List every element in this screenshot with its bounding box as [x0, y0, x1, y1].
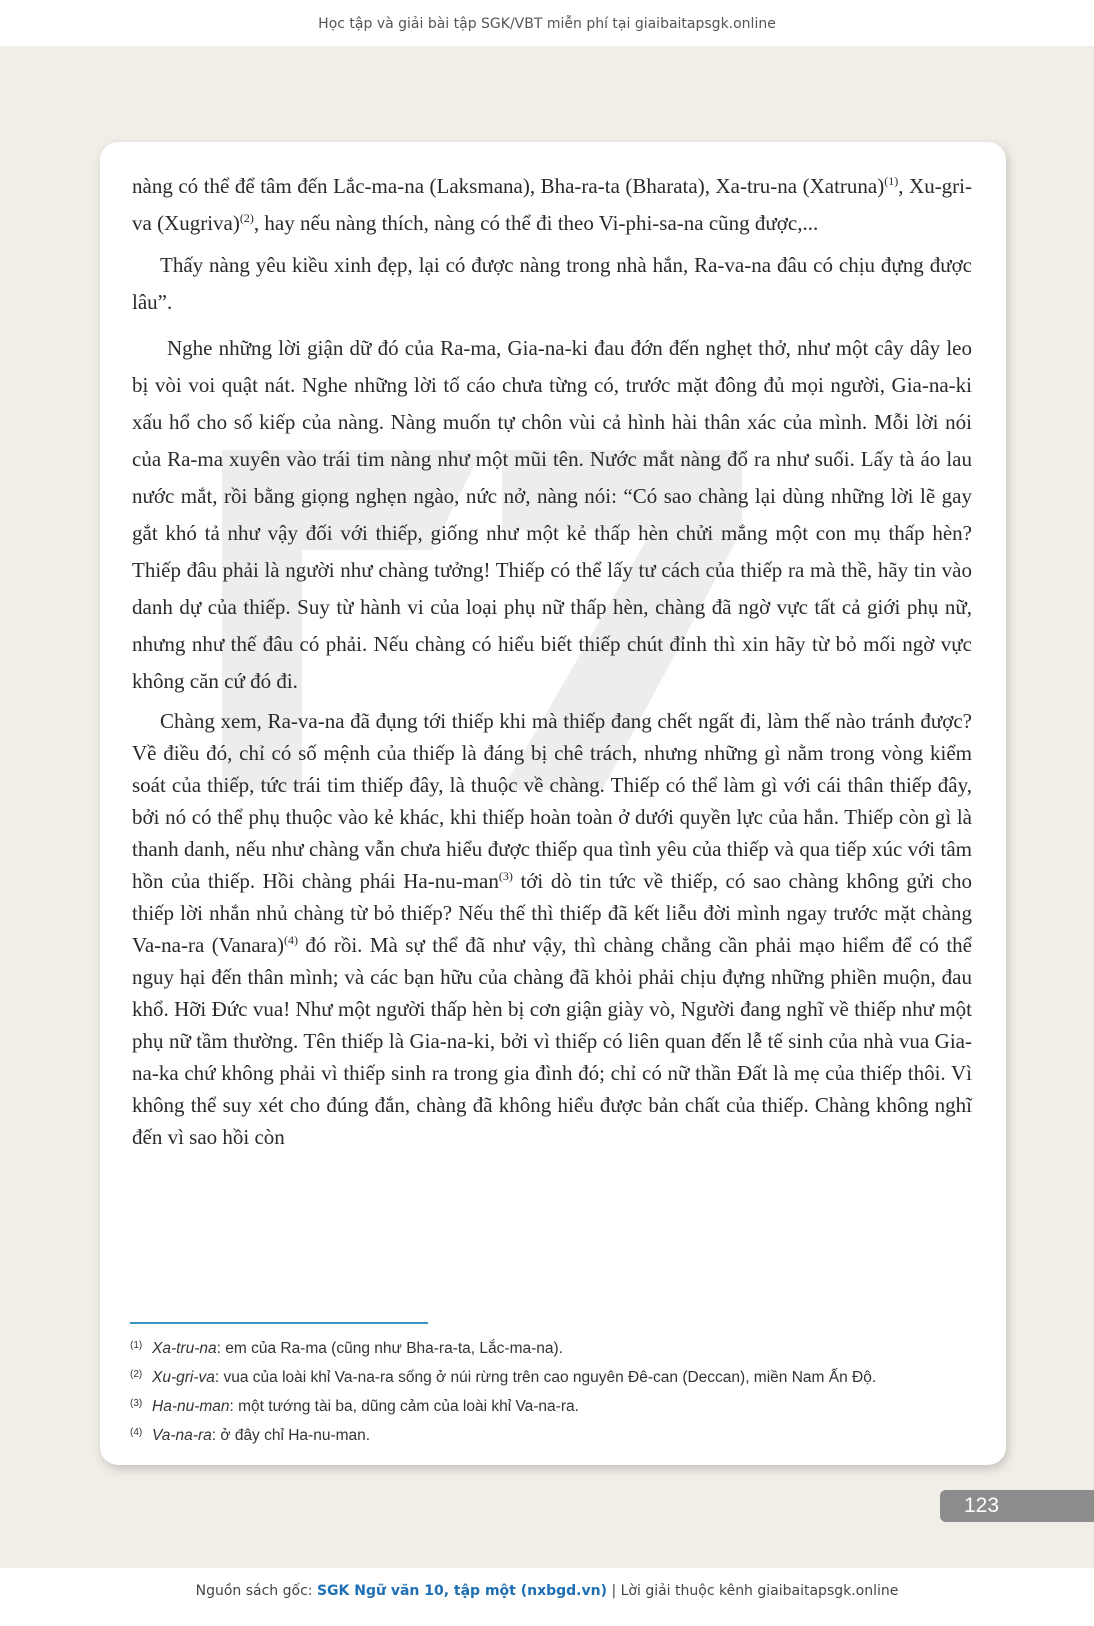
- body-text: [132, 168, 972, 1153]
- paragraph-4-part-a: Chàng xem, Ra-va-na đã đụng tới thiếp khi mà thiếp đang chết ngất đi, làm thế nào tránh được? Về điều đó, chỉ có số mệnh của thiếp là đáng bị chê trách, nhưng những gì nằm trong vòng kiểm soát của thiếp, tức trái tim thiếp đây, là thuộc về chàng. Thiếp có thể làm gì với cái thân thiếp đây, bởi nó có thể phụ thuộc vào kẻ khác, khi thiếp hoàn toàn ở dưới quyền lực của hắn. Thiếp còn gì là thanh danh, nếu như chàng vẫn chưa hiểu được thiếp qua tình yêu của thiếp và qua tiếp xúc với tâm hồn của thiếp. Hồi chàng phái Ha-nu-man: [132, 709, 972, 893]
- paragraph-1: [132, 168, 972, 242]
- footnote-ref-4[interactable]: (4): [283, 933, 298, 947]
- paragraph-2: Thấy nàng yêu kiều xinh đẹp, lại có được nàng trong nhà hắn, Ra-va-na đâu có chịu đựng được lâu”.: [132, 253, 972, 314]
- source-link[interactable]: SGK Ngữ văn 10, tập một (nxbgd.vn): [316, 1583, 607, 1599]
- footnote-item: [130, 1340, 990, 1369]
- footnote-divider: [130, 1322, 428, 1324]
- footnote-definition: : ở đây chỉ Ha-nu-man.: [211, 1427, 371, 1444]
- footnote-term: Ha-nu-man: [152, 1398, 230, 1415]
- footnote-ref-2[interactable]: (2): [239, 211, 254, 225]
- page-number: 123: [964, 1494, 1000, 1517]
- top-banner: [0, 0, 1094, 46]
- paragraph-4-part-b: tới dò tin tức về thiếp, có sao chàng không gửi cho thiếp lời nhắn nhủ chàng từ bỏ thiếp? Nếu thế thì thiếp đã kết liễu đời mình ngay trước mặt chàng Va-na-ra (Vanara): [132, 869, 972, 957]
- footnote-ref-1[interactable]: (1): [884, 174, 899, 188]
- paragraph-1-part-c: , hay nếu nàng thích, nàng có thể đi theo Vi-phi-sa-na cũng được,...: [253, 211, 819, 235]
- banner-text: Học tập và giải bài tập SGK/VBT miễn phí tại giaibaitapsgk.online: [318, 16, 776, 32]
- footnote-term: Xu-gri-va: [152, 1369, 215, 1386]
- paragraph-4-part-c: đó rồi. Mà sự thể đã như vậy, thì chàng chẳng cần phải mạo hiểm để có thể nguy hại đến thân mình; và các bạn hữu của chàng đã khỏi phải chịu đựng những phiền muộn, đau khổ. Hỡi Đức vua! Như một người thấp hèn bị cơn giận giày vò, Người đang nghĩ về thiếp như một phụ nữ tầm thường. Tên thiếp là Gia-na-ki, bởi vì thiếp có liên quan đến lễ tế sinh của nhà vua Gia-na-ka chứ không phải vì thiếp sinh ra trong gia đình đó; chỉ có nữ thần Đất là mẹ của thiếp thôi. Vì không thể suy xét cho đúng đắn, chàng đã không hiểu được bản chất của thiếp. Chàng không nghĩ đến vì sao hồi còn: [132, 933, 972, 1149]
- footer-prefix: Nguồn sách gốc:: [195, 1583, 317, 1599]
- footer-suffix: | Lời giải thuộc kênh giaibaitapsgk.online: [607, 1583, 899, 1599]
- footnote-number: (3): [130, 1398, 143, 1409]
- page-number-badge: [940, 1490, 1094, 1522]
- paragraph-1-part-a: nàng có thể để tâm đến Lắc-ma-na (Laksmana), Bha-ra-ta (Bharata), Xa-tru-na (Xatruna): [132, 174, 885, 198]
- footnote-item: [130, 1398, 990, 1427]
- footnote-number: (4): [130, 1427, 143, 1438]
- footnote-definition: : em của Ra-ma (cũng như Bha-ra-ta, Lắc-ma-na).: [216, 1340, 563, 1357]
- footnote-definition: : một tướng tài ba, dũng cảm của loài khỉ Va-na-ra.: [229, 1398, 579, 1415]
- footnote-definition: : vua của loài khỉ Va-na-ra sống ở núi rừng trên cao nguyên Đê-can (Deccan), miền Nam Ấn Độ.: [214, 1369, 877, 1386]
- paragraph-4: [132, 705, 972, 1153]
- footnotes: [130, 1340, 990, 1456]
- bottom-banner: [0, 1568, 1094, 1626]
- footnote-ref-3[interactable]: (3): [498, 869, 513, 883]
- paragraph-1-part-b: , Xu-gri-va (Xugriva): [132, 174, 973, 235]
- footnote-number: (2): [130, 1369, 143, 1380]
- footnote-number: (1): [130, 1340, 143, 1351]
- footnote-term: Va-na-ra: [152, 1427, 212, 1444]
- footnote-item: [130, 1369, 990, 1398]
- footnote-item: [130, 1427, 990, 1456]
- paragraph-3: Nghe những lời giận dữ đó của Ra-ma, Gia-na-ki đau đớn đến nghẹt thở, như một cây dây leo bị vòi voi quật nát. Nghe những lời tố cáo chưa từng có, trước mặt đông đủ mọi người, Gia-na-ki xấu hổ cho số kiếp của nàng. Nàng muốn tự chôn vùi cả hình hài thân xác của mình. Mỗi lời nói của Ra-ma xuyên vào trái tim nàng như một mũi tên. Nước mắt nàng đổ ra như suối. Lấy tà áo lau nước mắt, rồi bằng giọng nghẹn ngào, nức nở, nàng nói: “Có sao chàng lại dùng những lời lẽ gay gắt khó tả như vậy đối với thiếp, giống như một kẻ thấp hèn chửi mắng một con mụ thấp hèn? Thiếp đâu phải là người như chàng tưởng! Thiếp có thể lấy tư cách của thiếp ra mà thề, hãy tin vào danh dự của thiếp. Suy từ hành vi của loại phụ nữ thấp hèn, chàng đã ngờ vực tất cả giới phụ nữ, nhưng như thế đâu có phải. Nếu chàng có hiểu biết thiếp chút đỉnh thì xin hãy từ bỏ mối ngờ vực không căn cứ đó đi.: [132, 336, 972, 693]
- footnote-term: Xa-tru-na: [152, 1340, 217, 1357]
